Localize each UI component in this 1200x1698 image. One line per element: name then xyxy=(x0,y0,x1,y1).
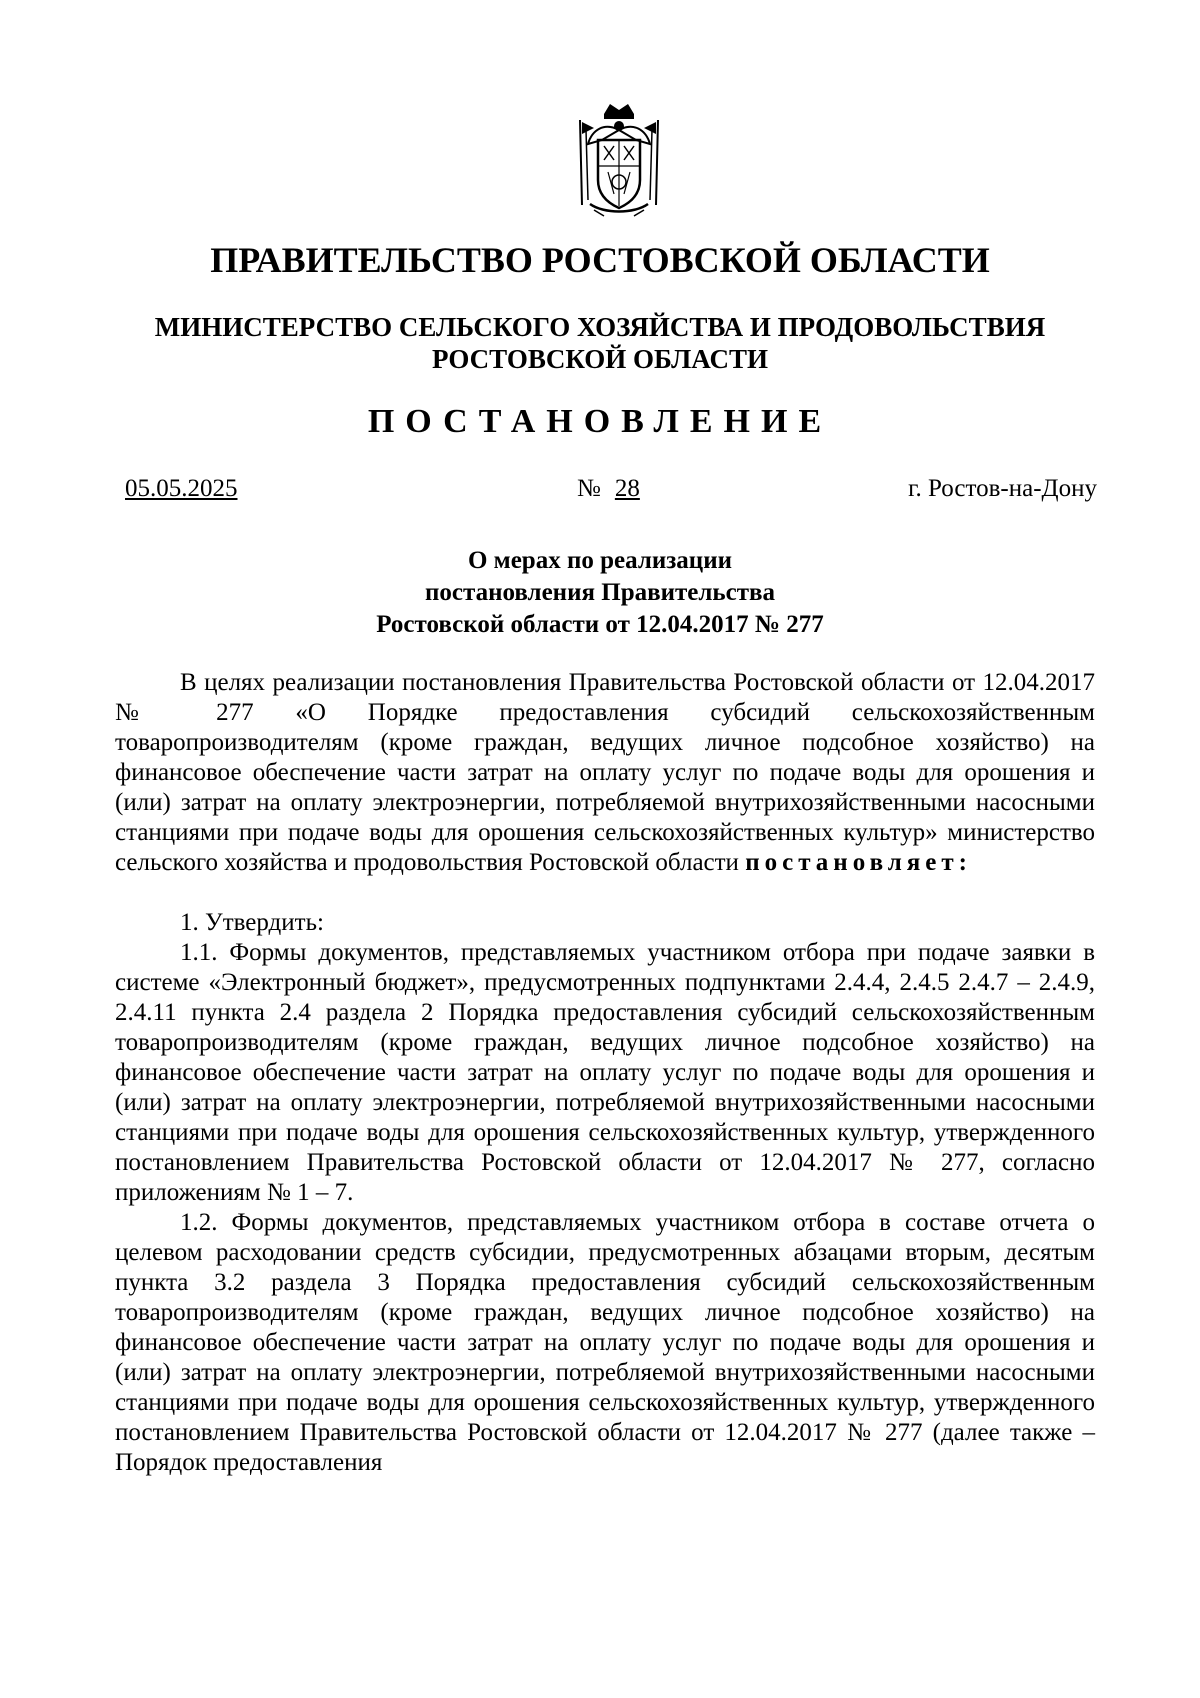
ministry-heading-line1: МИНИСТЕРСТВО СЕЛЬСКОГО ХОЗЯЙСТВА И ПРОДОВОЛЬСТВИЯ xyxy=(154,312,1046,342)
preamble-text: В целях реализации постановления Правительства Ростовской области от 12.04.2017 № 277 «О Порядке предоставления субсидий сельскохозяйственным товаропроизводителям (кроме граждан, ведущих личное подсобное хозяйство) на финансовое обеспечение части затрат на оплату услуг по подаче воды для орошения и (или) затрат на оплату электроэнергии, потребляемой внутрихозяйственными насосными станциями при подаче воды для орошения сельскохозяйственных культур» министерство сельского хозяйства и продовольствия Ростовской области xyxy=(115,669,1095,876)
title-line2: постановления Правительства xyxy=(425,579,775,606)
government-heading: ПРАВИТЕЛЬСТВО РОСТОВСКОЙ ОБЛАСТИ xyxy=(210,240,990,280)
document-date: 05.05.2025 xyxy=(125,475,238,502)
ministry-heading xyxy=(0,311,1200,375)
document-type-heading: ПОСТАНОВЛЕНИЕ xyxy=(367,403,833,440)
number-sign: № xyxy=(577,475,601,502)
document-body xyxy=(115,668,1095,1478)
document-city: г. Ростов-на-Дону xyxy=(908,475,1097,502)
ministry-heading-line2: РОСТОВСКОЙ ОБЛАСТИ xyxy=(432,344,768,374)
paragraph-1: 1. Утвердить: xyxy=(180,909,324,936)
preamble-paragraph xyxy=(115,668,1095,878)
resolves-word: постановляет: xyxy=(745,849,972,876)
number-value: 28 xyxy=(614,475,640,502)
paragraph-1-2: 1.2. Формы документов, представляемых участником отбора в составе отчета о целевом расходовании средств субсидии, предусмотренных абзацами вторым, десятым пункта 3.2 раздела 3 Порядка предоставления субсидий сельскохозяйственным товаропроизводителям (кроме граждан, ведущих личное подсобное хозяйство) на финансовое обеспечение части затрат на оплату услуг по подаче воды для орошения и (или) затрат на оплату электроэнергии, потребляемой внутрихозяйственными насосными станциями при подаче воды для орошения сельскохозяйственных культур, утвержденного постановлением Правительства Ростовской области от 12.04.2017 № 277 (далее также – Порядок предоставления xyxy=(115,1209,1095,1476)
document-number xyxy=(577,473,640,505)
paragraph-1-1: 1.1. Формы документов, представляемых участником отбора при подаче заявки в системе «Электронный бюджет», предусмотренных подпунктами 2.4.4, 2.4.5 2.4.7 – 2.4.9, 2.4.11 пункта 2.4 раздела 2 Порядка предоставления субсидий сельскохозяйственным товаропроизводителям (кроме граждан, ведущих личное подсобное хозяйство) на финансовое обеспечение части затрат на оплату услуг по подаче воды для орошения и (или) затрат на оплату электроэнергии, потребляемой внутрихозяйственными насосными станциями при подаче воды для орошения сельскохозяйственных культур, утвержденного постановлением Правительства Ростовской области от 12.04.2017 № 277, согласно приложениям № 1 – 7. xyxy=(115,939,1095,1206)
title-line3: Ростовской области от 12.04.2017 № 277 xyxy=(376,611,824,638)
coat-of-arms-icon xyxy=(574,100,664,220)
title-line1: О мерах по реализации xyxy=(467,547,733,574)
document-title xyxy=(0,545,1200,641)
